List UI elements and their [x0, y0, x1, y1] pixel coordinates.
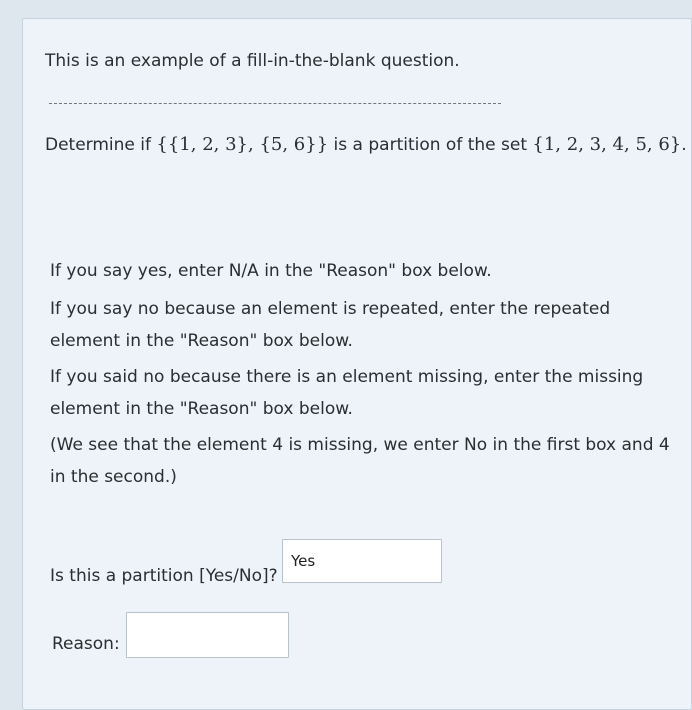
question-text [45, 129, 687, 161]
instruction-yes: If you say yes, enter N/A in the "Reason" box below. [50, 261, 492, 281]
partition-answer-input[interactable]: Yes [282, 539, 442, 583]
reason-answer-input[interactable] [126, 612, 289, 658]
partition-label: Is this a partition [Yes/No]? [50, 566, 278, 586]
question-panel [22, 18, 692, 710]
instruction-repeated: If you say no because an element is repeated, enter the repeated element in the "Reason" box below. [50, 299, 611, 351]
instruction-example: (We see that the element 4 is missing, we enter No in the first box and 4 in the second.) [50, 435, 670, 487]
intro-text: This is an example of a fill-in-the-blank question. [45, 51, 460, 71]
question-prefix: Determine if [45, 135, 157, 155]
full-set-math: {1, 2, 3, 4, 5, 6} [532, 134, 682, 155]
instruction-missing: If you said no because there is an element missing, enter the missing element in the "Reason" box below. [50, 367, 644, 419]
question-middle: is a partition of the set [328, 135, 533, 155]
question-suffix: . [681, 135, 687, 155]
dashed-divider [49, 103, 501, 104]
reason-label: Reason: [52, 634, 120, 654]
candidate-partition-math: {{1, 2, 3}, {5, 6}} [156, 134, 329, 155]
